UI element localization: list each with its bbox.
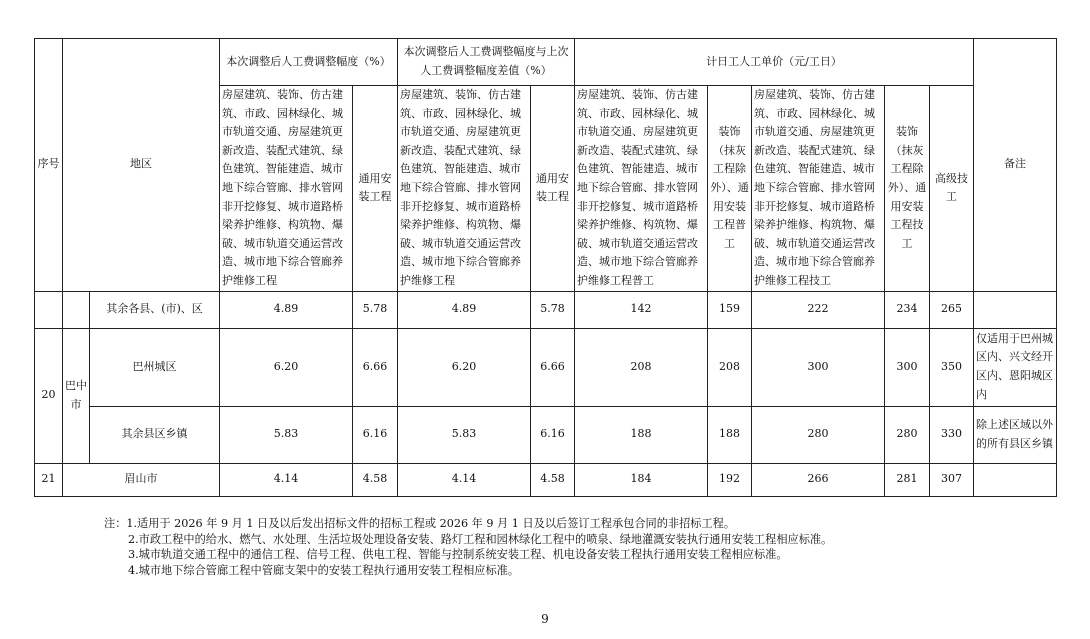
header-row-1 — [35, 39, 1057, 86]
row-note: 除上述区域以外的所有县区乡镇 — [974, 406, 1057, 463]
footnote-2: 2.市政工程中的给水、燃气、水处理、生活垃圾处理设备安装、路灯工程和园林绿化工程中的喷泉、绿地灌溉安装执行通用安装工程相应标准。 — [128, 532, 833, 546]
cell-value: 4.14 — [220, 463, 353, 496]
cell-value: 5.78 — [353, 291, 398, 328]
row-note — [974, 291, 1057, 328]
header-scope-technician: 房屋建筑、装饰、仿古建筑、市政、园林绿化、城市轨道交通、房屋建筑更新改造、装配式建筑、绿色建筑、智能建造、城市地下综合管廊、排水管网非开挖修复、城市道路桥梁养护维修、构筑物、爆破、城市轨道交通运营改造、城市地下综合管廊养护维修工程技工 — [752, 86, 885, 292]
cell-value: 4.58 — [531, 463, 575, 496]
header-remarks: 备注 — [974, 39, 1057, 292]
cell-value: 307 — [930, 463, 974, 496]
cell-value: 234 — [885, 291, 930, 328]
cell-value: 5.83 — [398, 406, 531, 463]
cell-value: 350 — [930, 328, 974, 406]
cell-value: 280 — [885, 406, 930, 463]
table-row — [35, 291, 1057, 328]
header-adj-pct-group: 本次调整后人工费调整幅度（%） — [220, 39, 398, 86]
cell-value: 188 — [708, 406, 752, 463]
cell-value: 5.83 — [220, 406, 353, 463]
header-general-install-adj-pct: 通用安装工程 — [353, 86, 398, 292]
header-scope-adj-diff: 房屋建筑、装饰、仿古建筑、市政、园林绿化、城市轨道交通、房屋建筑更新改造、装配式建筑、绿色建筑、智能建造、城市地下综合管廊、排水管网非开挖修复、城市道路桥梁养护维修、构筑物、爆破、城市轨道交通运营改造、城市地下综合管廊养护维修工程 — [398, 86, 531, 292]
wage-adjustment-table — [34, 38, 1057, 497]
cell-value: 208 — [708, 328, 752, 406]
cell-value: 6.16 — [531, 406, 575, 463]
cell-value: 142 — [575, 291, 708, 328]
cell-value: 4.89 — [398, 291, 531, 328]
footnote-4: 4.城市地下综合管廊工程中管廊支架中的安装工程执行通用安装工程相应标准。 — [128, 563, 520, 577]
cell-value: 280 — [752, 406, 885, 463]
row-region: 其余县区乡镇 — [90, 406, 220, 463]
cell-value: 6.16 — [353, 406, 398, 463]
table-row — [35, 406, 1057, 463]
footnote-3: 3.城市轨道交通工程中的通信工程、信号工程、供电工程、智能与控制系统安装工程、机电设备安装工程执行通用安装工程相应标准。 — [128, 548, 788, 561]
cell-value: 159 — [708, 291, 752, 328]
cell-value: 330 — [930, 406, 974, 463]
cell-value: 265 — [930, 291, 974, 328]
cell-value: 266 — [752, 463, 885, 496]
header-adj-diff-group: 本次调整后人工费调整幅度与上次人工费调整幅度差值（%） — [398, 39, 575, 86]
header-decor-technician: 装饰（抹灰工程除外）、通用安装工程技工 — [885, 86, 930, 292]
page-number: 9 — [541, 612, 549, 626]
table-row — [35, 328, 1057, 406]
table-row — [35, 463, 1057, 496]
cell-value: 208 — [575, 328, 708, 406]
row-note: 仅适用于巴州城区内、兴文经开区内、恩阳城区内 — [974, 328, 1057, 406]
cell-value: 188 — [575, 406, 708, 463]
header-scope-adj-pct: 房屋建筑、装饰、仿古建筑、市政、园林绿化、城市轨道交通、房屋建筑更新改造、装配式建筑、绿色建筑、智能建造、城市地下综合管廊、排水管网非开挖修复、城市道路桥梁养护维修、构筑物、爆破、城市轨道交通运营改造、城市地下综合管廊养护维修工程 — [220, 86, 353, 292]
cell-value: 300 — [752, 328, 885, 406]
row-city — [63, 291, 90, 328]
cell-value: 192 — [708, 463, 752, 496]
cell-value: 4.89 — [220, 291, 353, 328]
cell-value: 6.20 — [220, 328, 353, 406]
row-region: 巴州城区 — [90, 328, 220, 406]
cell-value: 222 — [752, 291, 885, 328]
row-city: 巴中市 — [63, 328, 90, 463]
header-region: 地区 — [63, 39, 220, 292]
cell-value: 4.14 — [398, 463, 531, 496]
cell-value: 300 — [885, 328, 930, 406]
header-general-install-adj-diff: 通用安装工程 — [531, 86, 575, 292]
cell-value: 5.78 — [531, 291, 575, 328]
row-note — [974, 463, 1057, 496]
cell-value: 6.66 — [531, 328, 575, 406]
row-seq: 20 — [35, 328, 63, 463]
header-decor-general-worker: 装饰（抹灰工程除外）、通用安装工程普工 — [708, 86, 752, 292]
footnote-1: 注：1.适用于 2026 年 9 月 1 日及以后发出招标文件的招标工程或 2026 年 9 月 1 日及以后签订工程承包合同的非招标工程。 — [104, 517, 736, 530]
header-seq: 序号 — [35, 39, 63, 292]
row-region: 眉山市 — [63, 463, 220, 496]
row-seq — [35, 291, 63, 328]
footnotes — [104, 516, 832, 578]
row-region: 其余各县、(市)、区 — [90, 291, 220, 328]
cell-value: 184 — [575, 463, 708, 496]
cell-value: 4.58 — [353, 463, 398, 496]
row-seq: 21 — [35, 463, 63, 496]
header-senior-technician: 高级技工 — [930, 86, 974, 292]
header-daily-price-group: 计日工人工单价（元/工日） — [575, 39, 974, 86]
header-scope-general-worker: 房屋建筑、装饰、仿古建筑、市政、园林绿化、城市轨道交通、房屋建筑更新改造、装配式建筑、绿色建筑、智能建造、城市地下综合管廊、排水管网非开挖修复、城市道路桥梁养护维修、构筑物、爆破、城市轨道交通运营改造、城市地下综合管廊养护维修工程普工 — [575, 86, 708, 292]
cell-value: 281 — [885, 463, 930, 496]
cell-value: 6.66 — [353, 328, 398, 406]
cell-value: 6.20 — [398, 328, 531, 406]
